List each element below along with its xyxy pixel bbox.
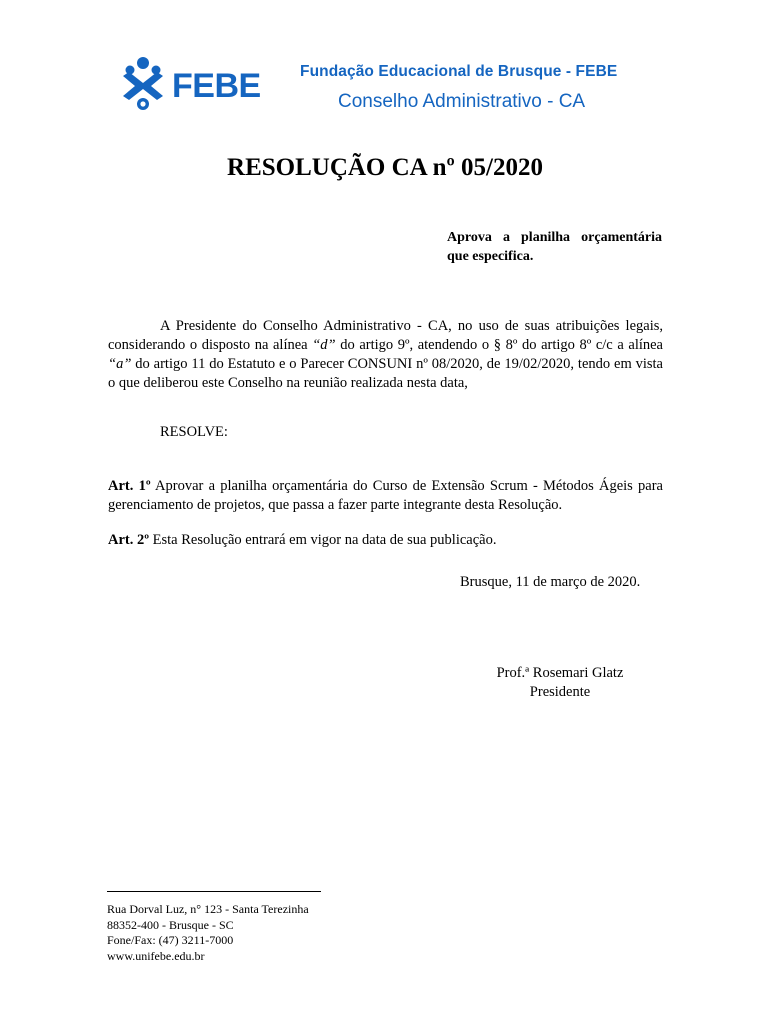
signature-block <box>480 664 640 702</box>
febe-logo <box>121 56 261 114</box>
article-1 <box>108 477 663 515</box>
article-1-text: Aprovar a planilha orçamentária do Curso de Extensão Scrum - Métodos Ágeis para gerenciamento de projetos, que passa a fazer parte integrante desta Resolução. <box>108 478 663 513</box>
resolve-heading: RESOLVE: <box>160 424 228 440</box>
council-name: Conselho Administrativo - CA <box>338 91 586 112</box>
organization-name: Fundação Educacional de Brusque - FEBE <box>300 63 618 80</box>
article-2-label: Art. 2º <box>108 532 150 548</box>
logo-wordmark: FEBE <box>172 67 261 105</box>
signer-role: Presidente <box>529 684 591 700</box>
footer-website: www.unifebe.edu.br <box>107 948 205 963</box>
resolution-title <box>0 154 770 182</box>
resolution-summary: Aprova a planilha orçamentária que especifica. <box>447 230 662 264</box>
place-and-date: Brusque, 11 de março de 2020. <box>460 574 641 590</box>
preamble-text-2: do artigo 9º, atendendo o § 8º do artigo 8º c/c a alínea <box>335 337 663 353</box>
article-2 <box>108 531 663 550</box>
footer-contact <box>107 902 407 964</box>
febe-logo-icon <box>121 56 261 114</box>
article-2-text: Esta Resolução entrará em vigor na data de sua publicação. <box>149 532 497 548</box>
footer-city: 88352-400 - Brusque - SC <box>107 917 234 932</box>
preamble-alinea-d: “d” <box>312 337 336 353</box>
preamble-text-1: A Presidente do Conselho Administrativo - CA, no uso de suas atribuições legais, considerando o disposto na alínea <box>108 318 663 353</box>
footer-divider <box>107 891 321 892</box>
signer-name: Prof.ª Rosemari Glatz <box>496 665 624 681</box>
footer-address: Rua Dorval Luz, n° 123 - Santa Terezinha <box>107 902 309 916</box>
preamble-paragraph <box>108 317 663 393</box>
resolution-title-text: RESOLUÇÃO CA nº 05/2020 <box>227 154 543 181</box>
article-1-label: Art. 1º <box>108 478 151 494</box>
preamble-text-3: do artigo 11 do Estatuto e o Parecer CONSUNI nº 08/2020, de 19/02/2020, tendo em vista o que deliberou este Conselho na reunião realizada nesta data, <box>108 356 663 391</box>
preamble-alinea-a: “a” <box>108 356 132 372</box>
footer-phone: Fone/Fax: (47) 3211-7000 <box>107 933 234 947</box>
